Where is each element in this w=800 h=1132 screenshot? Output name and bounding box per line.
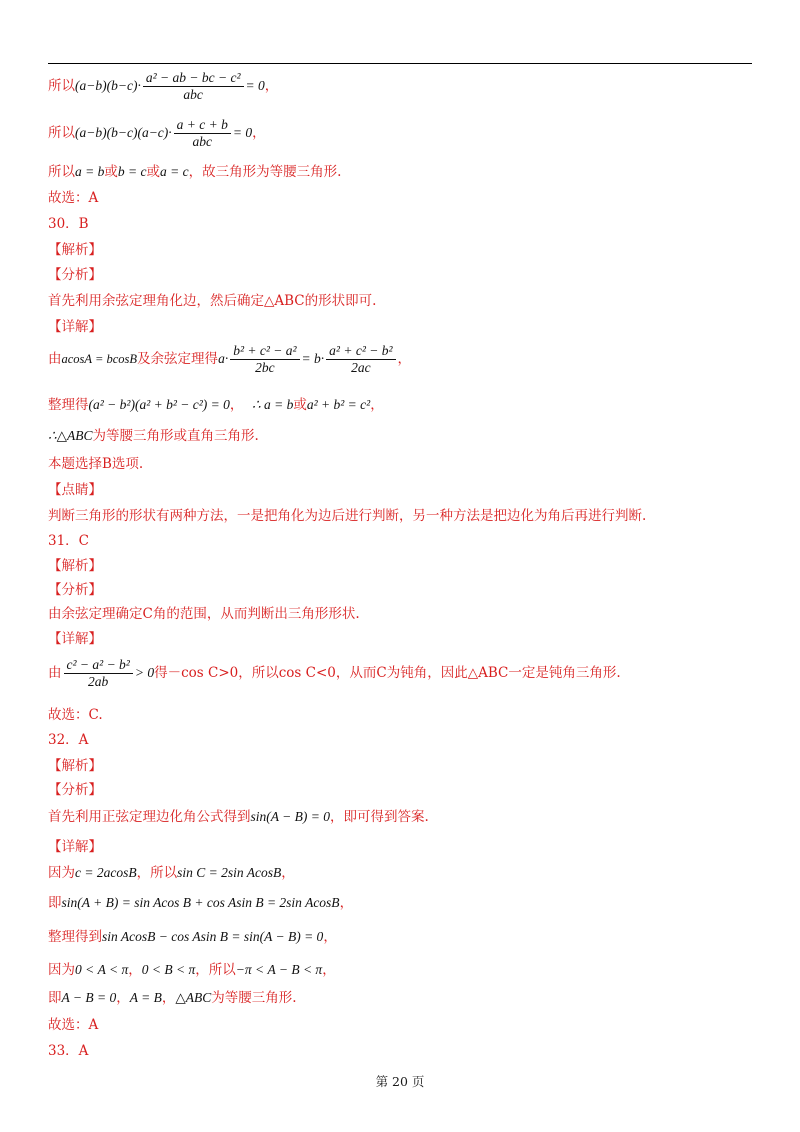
section-heading-breakdown: 【分析】: [48, 267, 102, 283]
header-rule: [48, 63, 752, 64]
solution-line-30: 整理得到sin AcosB − cos Asin B = sin(A − B) = 0，: [48, 929, 337, 945]
analysis-text: 由余弦定理确定C角的范围，从而判断出三角形形状.: [48, 606, 360, 622]
question-number-33: 33．A: [48, 1043, 89, 1059]
solution-line-21: 由 $\frac{\text{c² − a² − b²}}{2ab}$ > 0得－cos C>0，所以cos C<0，从而C为钝角，因此△ABC一定是钝角三角形.: [48, 657, 621, 689]
section-heading-remarks: 【点睛】: [48, 482, 102, 498]
section-heading-analysis: 【解析】: [48, 558, 102, 574]
solution-line-32: 即A − B = 0，A = B，△ABC为等腰三角形.: [48, 990, 297, 1006]
analysis-text: 首先利用余弦定理角化边，然后确定△ABC的形状即可.: [48, 293, 377, 309]
fraction: $\frac{\text{a² − ab − bc − c²}}{\text{abc}}$: [143, 70, 244, 103]
section-heading-analysis: 【解析】: [48, 242, 102, 258]
solution-line-13: 本题选择B选项.: [48, 456, 144, 472]
question-number-31: 31．C: [48, 533, 90, 549]
fraction: $\frac{\text{a² + c² − b²}}{2ac}$: [326, 343, 395, 376]
section-heading-details: 【详解】: [48, 319, 102, 335]
solution-line-3: 所以a = b或b = c或a = c，故三角形为等腰三角形.: [48, 164, 342, 180]
solution-line-1: 所以(a−b)(b−c)· $\frac{\text{a² − ab − bc − c²}}{\text{abc}}$ = 0，: [48, 70, 279, 102]
section-heading-details: 【详解】: [48, 839, 102, 855]
page-number: 第 20 页: [375, 1074, 425, 1089]
remarks-text: 判断三角形的形状有两种方法，一是把角化为边后进行判断，另一种方法是把边化为角后再进行判断.: [48, 508, 647, 524]
fraction: $\frac{a + c + b}{\text{abc}}$: [174, 117, 231, 150]
solution-line-12: ∴△ABC为等腰三角形或直角三角形.: [48, 428, 259, 444]
answer-choice: 故选：A: [48, 1017, 99, 1033]
section-heading-breakdown: 【分析】: [48, 782, 102, 798]
analysis-text: 首先利用正弦定理边化角公式得到sin(A − B) = 0，即可得到答案.: [48, 809, 429, 825]
solution-line-2: 所以(a−b)(b−c)(a−c)· $\frac{a + c + b}{\text{abc}}$ = 0，: [48, 117, 266, 149]
fraction: $\frac{\text{c² − a² − b²}}{2ab}$: [64, 657, 133, 690]
solution-line-31: 因为0 < A < π，0 < B < π，所以−π < A − B < π，: [48, 962, 336, 978]
question-number-30: 30．B: [48, 216, 89, 232]
answer-choice: 故选：C.: [48, 707, 103, 723]
section-heading-analysis: 【解析】: [48, 758, 102, 774]
solution-line-10: 由acosA = bcosB及余弦定理得a· $\frac{\text{b² + c² − a²}}{2bc}$ = b· $\frac{\text{a² + c² − b²}}{2ac}$ ，: [48, 343, 412, 375]
section-heading-breakdown: 【分析】: [48, 582, 102, 598]
section-heading-details: 【详解】: [48, 631, 102, 647]
solution-line-29: 即sin(A + B) = sin Acos B + cos Asin B = 2sin AcosB，: [48, 895, 354, 911]
question-number-32: 32．A: [48, 732, 89, 748]
solution-line-11: 整理得(a² − b²)(a² + b² − c²) = 0， ∴ a = b或a² + b² = c²，: [48, 397, 384, 413]
fraction: $\frac{\text{b² + c² − a²}}{2bc}$: [230, 343, 299, 376]
answer-choice: 故选：A: [48, 190, 99, 206]
solution-line-28: 因为c = 2acosB，所以sin C = 2sin AcosB，: [48, 865, 295, 881]
